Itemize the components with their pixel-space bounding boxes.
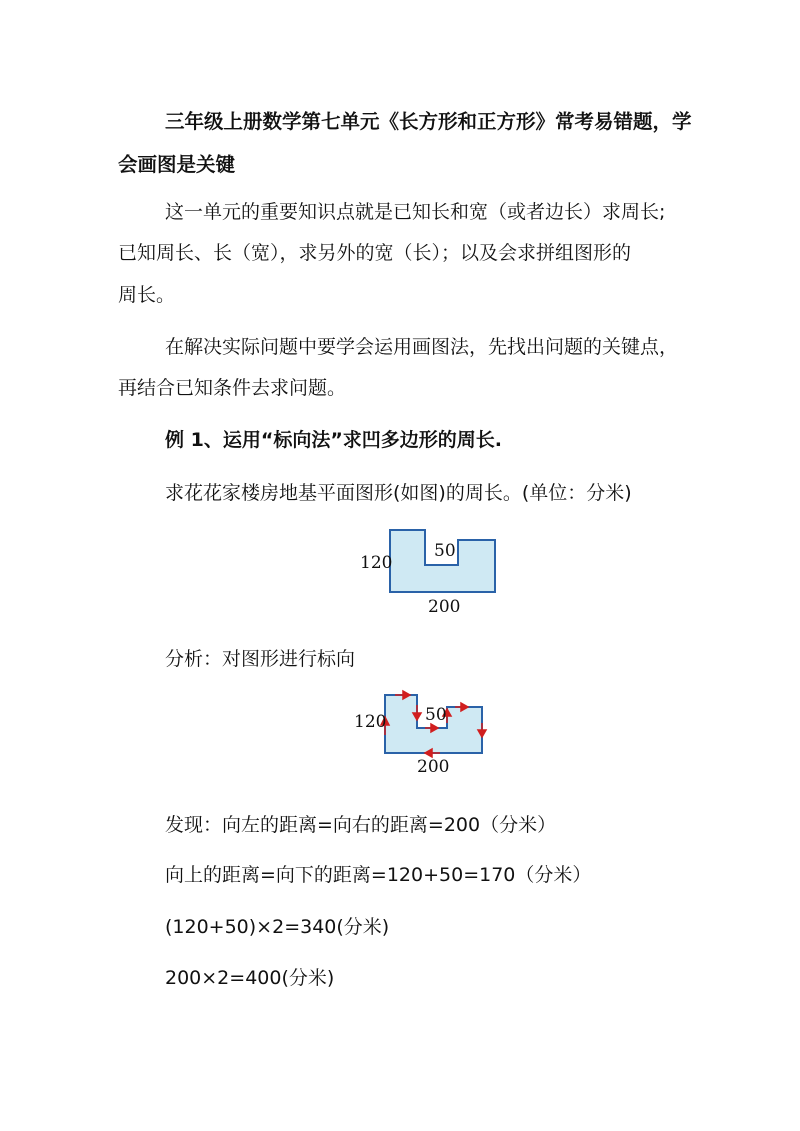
title-line-2: 会画图是关键	[118, 153, 236, 176]
figure-2-diagram	[350, 685, 500, 777]
finding-line-4: 200×2=400(分米)	[165, 967, 335, 989]
figure-1-label-bottom: 200	[428, 597, 461, 617]
figure-1-diagram	[350, 525, 510, 620]
figure-1-label-notch: 50	[434, 541, 456, 561]
paragraph-1-line-3: 周长。	[118, 284, 176, 306]
figure-2-label-bottom: 200	[417, 757, 450, 777]
example-question: 求花花家楼房地基平面图形(如图)的周长。(单位：分米)	[165, 482, 632, 504]
example-heading: 例 1、运用“标向法”求凹多边形的周长.	[165, 429, 503, 451]
finding-line-3: (120+50)×2=340(分米)	[165, 916, 390, 938]
paragraph-1-line-2: 已知周长、长（宽），求另外的宽（长）；以及会求拼组图形的	[118, 242, 632, 264]
paragraph-2-line-1: 在解决实际问题中要学会运用画图法，先找出问题的关键点，	[165, 336, 679, 358]
analysis-text: 分析：对图形进行标向	[165, 648, 356, 670]
figure-2-label-left: 120	[354, 712, 387, 732]
finding-line-2: 向上的距离=向下的距离=120+50=170（分米）	[165, 864, 592, 886]
figure-2-label-notch: 50	[425, 705, 447, 725]
figure-1-label-left: 120	[360, 553, 393, 573]
title-line-1: 三年级上册数学第七单元《长方形和正方形》常考易错题，学	[165, 110, 692, 133]
figure-1-shape	[390, 530, 495, 592]
paragraph-1-line-1: 这一单元的重要知识点就是已知长和宽（或者边长）求周长;	[165, 201, 666, 223]
paragraph-2-line-2: 再结合已知条件去求问题。	[118, 377, 347, 399]
finding-line-1: 发现：向左的距离=向右的距离=200（分米）	[165, 814, 557, 836]
